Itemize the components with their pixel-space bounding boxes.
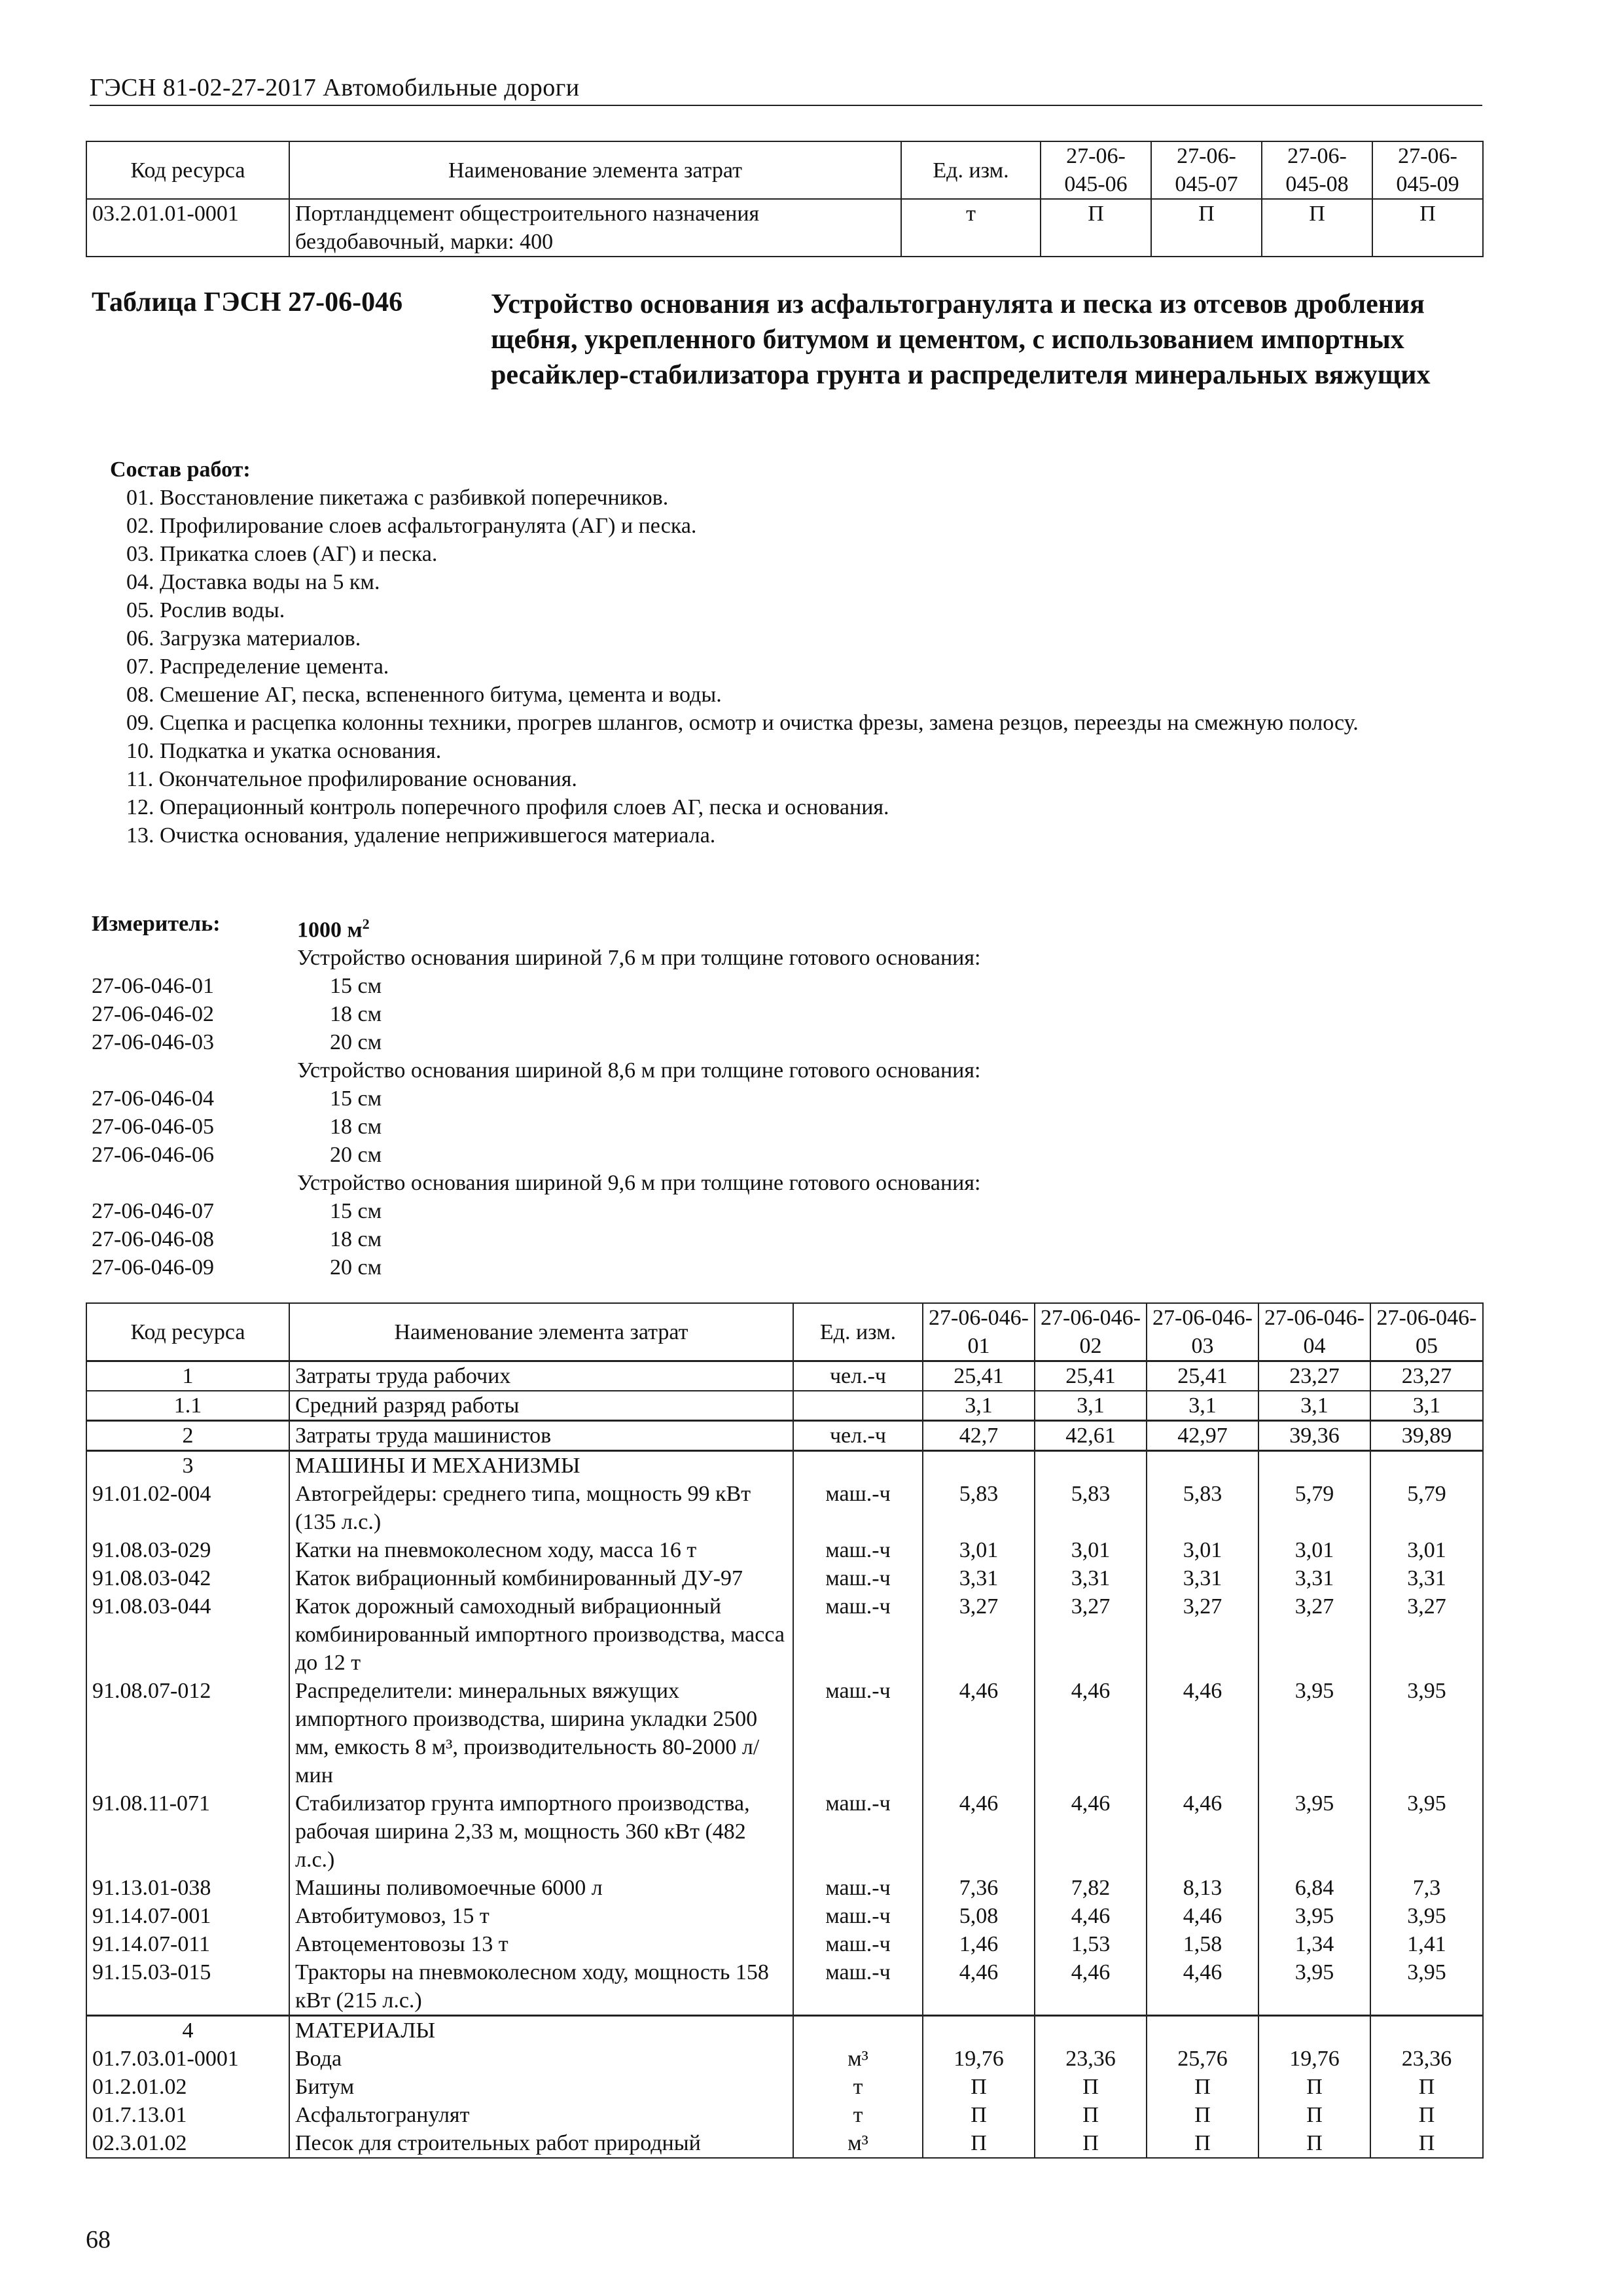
resource-value: 3,31: [1370, 1564, 1483, 1592]
meter-size: 20 см: [330, 1255, 382, 1280]
resource-value: П: [1262, 199, 1372, 257]
resource-unit: маш.-ч: [793, 1480, 923, 1536]
resource-value: 4,46: [1035, 1677, 1147, 1789]
resource-value: 23,36: [1370, 2045, 1483, 2073]
resource-value: 3,31: [1035, 1564, 1147, 1592]
resource-value: П: [1035, 2101, 1147, 2129]
header-col: 27-06-045-06: [1041, 141, 1151, 199]
resource-code: 91.08.11-071: [86, 1789, 289, 1874]
resource-value: 3,31: [923, 1564, 1035, 1592]
resource-value: [1035, 2016, 1147, 2045]
resource-name: Каток дорожный самоходный вибрационный комбинированный импортного производства, масса до 12 т: [289, 1592, 793, 1677]
resource-value: [923, 2016, 1035, 2045]
resource-code: 91.01.02-004: [86, 1480, 289, 1536]
meter-item: [92, 1253, 1466, 1282]
meter-unit: 1000 $м^2$: [297, 916, 370, 942]
resource-value: 3,1: [923, 1391, 1035, 1421]
meter-item: [92, 1085, 1466, 1113]
works-item: 07. Распределение цемента.: [126, 655, 389, 679]
meter-code: 27-06-046-08: [92, 1227, 214, 1252]
resource-value: 25,41: [923, 1361, 1035, 1391]
page-number: 68: [86, 2226, 111, 2253]
resource-value: П: [1258, 2129, 1370, 2158]
meter-group-desc: Устройство основания шириной 9,6 м при толщине готового основания:: [297, 1171, 981, 1196]
resource-name: Затраты труда машинистов: [289, 1421, 793, 1451]
meter-label: Измеритель:: [92, 912, 221, 936]
header-name: Наименование элемента затрат: [289, 1303, 793, 1361]
meter-size: 18 см: [330, 1002, 382, 1027]
resource-code: 4: [86, 2016, 289, 2045]
table-row: [86, 1361, 1483, 1391]
header-unit: Ед. изм.: [793, 1303, 923, 1361]
resource-value: П: [1258, 2073, 1370, 2101]
resource-name: Средний разряд работы: [289, 1391, 793, 1421]
resource-value: 3,27: [1035, 1592, 1147, 1677]
resource-value: П: [1370, 2073, 1483, 2101]
resource-value: 4,46: [1035, 1902, 1147, 1930]
resource-value: 1,41: [1370, 1930, 1483, 1958]
resource-code: 91.13.01-038: [86, 1874, 289, 1902]
resource-unit: маш.-ч: [793, 1902, 923, 1930]
resource-value: П: [1370, 2129, 1483, 2158]
resource-name: Каток вибрационный комбинированный ДУ-97: [289, 1564, 793, 1592]
resource-name: Затраты труда рабочих: [289, 1361, 793, 1391]
resource-value: 42,97: [1147, 1421, 1258, 1451]
resource-code: 1: [86, 1361, 289, 1391]
resource-name: Катки на пневмоколесном ходу, масса 16 т: [289, 1536, 793, 1564]
resource-value: 4,46: [1147, 1677, 1258, 1789]
resource-value: 3,1: [1035, 1391, 1147, 1421]
resource-value: 6,84: [1258, 1874, 1370, 1902]
table-row: [86, 1480, 1483, 1536]
resource-unit: маш.-ч: [793, 1564, 923, 1592]
meter-item: [92, 1225, 1466, 1253]
resource-name: Автобитумовоз, 15 т: [289, 1902, 793, 1930]
works-item: 12. Операционный контроль поперечного профиля слоев АГ, песка и основания.: [126, 795, 889, 819]
resource-unit: чел.-ч: [793, 1421, 923, 1451]
header-col: 27-06-045-08: [1262, 141, 1372, 199]
meter-size: 18 см: [330, 1227, 382, 1252]
resource-value: 3,27: [1370, 1592, 1483, 1677]
resource-name: МАТЕРИАЛЫ: [289, 2016, 793, 2045]
resource-name: Распределители: минеральных вяжущих импортного производства, ширина укладки 2500 мм, емкость 8 м³, производительность 80-2000 л/мин: [289, 1677, 793, 1789]
resource-code: 91.14.07-011: [86, 1930, 289, 1958]
resource-name: Тракторы на пневмоколесном ходу, мощность 158 кВт (215 л.с.): [289, 1958, 793, 2016]
resource-name: Вода: [289, 2045, 793, 2073]
meter-section: [92, 910, 1466, 1282]
works-list: [110, 456, 1484, 850]
resource-unit: маш.-ч: [793, 1930, 923, 1958]
resource-unit: маш.-ч: [793, 1789, 923, 1874]
meter-item: [92, 1113, 1466, 1141]
resource-table-045: [86, 141, 1484, 257]
works-item: 11. Окончательное профилирование основания.: [126, 767, 577, 791]
resource-value: 5,79: [1370, 1480, 1483, 1536]
resource-value: 42,61: [1035, 1421, 1147, 1451]
resource-value: 3,95: [1370, 1902, 1483, 1930]
table-row: [86, 2073, 1483, 2101]
meter-code: 27-06-046-06: [92, 1143, 214, 1168]
resource-code: 01.7.03.01-0001: [86, 2045, 289, 2073]
resource-value: П: [1147, 2129, 1258, 2158]
resource-value: 3,01: [1035, 1536, 1147, 1564]
resource-value: 23,27: [1370, 1361, 1483, 1391]
resource-code: 91.15.03-015: [86, 1958, 289, 2016]
meter-size: 15 см: [330, 1199, 382, 1224]
resource-value: 3,95: [1258, 1677, 1370, 1789]
resource-unit: чел.-ч: [793, 1361, 923, 1391]
resource-value: 4,46: [1035, 1958, 1147, 2016]
meter-group-desc: Устройство основания шириной 7,6 м при толщине готового основания:: [297, 946, 981, 971]
table-row: [86, 1536, 1483, 1564]
page-header: ГЭСН 81-02-27-2017 Автомобильные дороги: [90, 73, 1482, 106]
table-row: [86, 1421, 1483, 1451]
resource-unit: маш.-ч: [793, 1958, 923, 2016]
header-col: 27-06-046-02: [1035, 1303, 1147, 1361]
table-row: [86, 1958, 1483, 2016]
resource-value: 3,1: [1258, 1391, 1370, 1421]
table-row: [86, 2045, 1483, 2073]
meter-code: 27-06-046-09: [92, 1255, 214, 1280]
works-item: 04. Доставка воды на 5 км.: [126, 570, 380, 594]
resource-value: 19,76: [1258, 2045, 1370, 2073]
resource-value: П: [923, 2129, 1035, 2158]
resource-value: [1147, 2016, 1258, 2045]
resource-value: 3,95: [1258, 1789, 1370, 1874]
resource-value: 25,41: [1035, 1361, 1147, 1391]
resource-value: 4,46: [923, 1958, 1035, 2016]
table-row: [86, 2101, 1483, 2129]
table-row: [86, 2016, 1483, 2045]
table-heading: Устройство основания из асфальтогранулята и песка из отсевов дробления щебня, укрепленного битумом и цементом, с использованием импортных ресайклер-стабилизатора грунта и распределителя минеральных вяжущих: [491, 289, 1431, 390]
resource-value: 3,01: [1258, 1536, 1370, 1564]
resource-unit: маш.-ч: [793, 1592, 923, 1677]
resource-value: П: [923, 2073, 1035, 2101]
resource-table-046: [86, 1302, 1484, 2159]
resource-value: 1,34: [1258, 1930, 1370, 1958]
header-col: 27-06-046-01: [923, 1303, 1035, 1361]
resource-value: 1,58: [1147, 1930, 1258, 1958]
resource-value: 4,46: [1147, 1789, 1258, 1874]
resource-value: 4,46: [1147, 1958, 1258, 2016]
resource-value: 3,31: [1147, 1564, 1258, 1592]
resource-value: [1035, 1451, 1147, 1480]
resource-value: [1147, 1451, 1258, 1480]
meter-size: 15 см: [330, 974, 382, 999]
works-item: 03. Прикатка слоев (АГ) и песка.: [126, 542, 438, 566]
resource-value: 5,79: [1258, 1480, 1370, 1536]
resource-value: 23,36: [1035, 2045, 1147, 2073]
resource-value: 3,95: [1258, 1958, 1370, 2016]
works-label: Состав работ:: [110, 457, 251, 482]
resource-value: 3,27: [923, 1592, 1035, 1677]
resource-unit: т: [793, 2101, 923, 2129]
table-row: [86, 1391, 1483, 1421]
meter-item: [92, 1000, 1466, 1028]
resource-unit: маш.-ч: [793, 1874, 923, 1902]
resource-value: 3,1: [1370, 1391, 1483, 1421]
resource-unit: т: [901, 199, 1041, 257]
resource-value: 7,3: [1370, 1874, 1483, 1902]
meter-code: 27-06-046-04: [92, 1086, 214, 1111]
meter-item: [92, 972, 1466, 1000]
resource-value: 39,89: [1370, 1421, 1483, 1451]
table-row: [86, 2129, 1483, 2158]
header-col: 27-06-045-07: [1151, 141, 1262, 199]
meter-size: 18 см: [330, 1115, 382, 1139]
resource-code: 91.14.07-001: [86, 1902, 289, 1930]
resource-name: Стабилизатор грунта импортного производства, рабочая ширина 2,33 м, мощность 360 кВт (482 л.с.): [289, 1789, 793, 1874]
resource-code: 91.08.03-042: [86, 1564, 289, 1592]
header-col: 27-06-046-03: [1147, 1303, 1258, 1361]
resource-name: Асфальтогранулят: [289, 2101, 793, 2129]
header-col: 27-06-045-09: [1372, 141, 1483, 199]
works-item: 09. Сцепка и расцепка колонны техники, прогрев шлангов, осмотр и очистка фрезы, замена резцов, переезды на смежную полосу.: [126, 711, 1359, 735]
works-item: 01. Восстановление пикетажа с разбивкой поперечников.: [126, 486, 669, 510]
resource-value: 1,53: [1035, 1930, 1147, 1958]
resource-value: 3,01: [1370, 1536, 1483, 1564]
table-title: Таблица ГЭСН 27-06-046: [92, 287, 403, 317]
works-item: 06. Загрузка материалов.: [126, 626, 361, 651]
resource-value: 3,31: [1258, 1564, 1370, 1592]
resource-value: 3,95: [1258, 1902, 1370, 1930]
resource-name: Автоцементовозы 13 т: [289, 1930, 793, 1958]
resource-value: 1,46: [923, 1930, 1035, 1958]
meter-group-desc: Устройство основания шириной 8,6 м при толщине готового основания:: [297, 1058, 981, 1083]
works-item: 08. Смешение АГ, песка, вспененного битума, цемента и воды.: [126, 683, 722, 707]
works-item: 13. Очистка основания, удаление неприжившегося материала.: [126, 823, 716, 848]
resource-unit: т: [793, 2073, 923, 2101]
table-row: [86, 1902, 1483, 1930]
resource-code: 3: [86, 1451, 289, 1480]
meter-size: 15 см: [330, 1086, 382, 1111]
resource-value: [1370, 1451, 1483, 1480]
resource-name: Битум: [289, 2073, 793, 2101]
resource-value: П: [1035, 2073, 1147, 2101]
resource-value: П: [1147, 2101, 1258, 2129]
meter-code: 27-06-046-03: [92, 1030, 214, 1055]
resource-value: П: [1147, 2073, 1258, 2101]
resource-value: 3,01: [923, 1536, 1035, 1564]
resource-unit: [793, 1451, 923, 1480]
resource-code: 91.08.07-012: [86, 1677, 289, 1789]
resource-unit: м³: [793, 2045, 923, 2073]
resource-code: 03.2.01.01-0001: [86, 199, 289, 257]
resource-value: П: [1258, 2101, 1370, 2129]
resource-name: Машины поливомоечные 6000 л: [289, 1874, 793, 1902]
resource-value: П: [1151, 199, 1262, 257]
works-item: 02. Профилирование слоев асфальтогранулята (АГ) и песка.: [126, 514, 697, 538]
resource-name: Портландцемент общестроительного назначения бездобавочный, марки: 400: [289, 199, 901, 257]
resource-value: 4,46: [1035, 1789, 1147, 1874]
resource-value: [1258, 1451, 1370, 1480]
resource-value: 5,83: [923, 1480, 1035, 1536]
table-row: [86, 1874, 1483, 1902]
resource-unit: [793, 1391, 923, 1421]
meter-code: 27-06-046-01: [92, 974, 214, 999]
header-unit: Ед. изм.: [901, 141, 1041, 199]
table-row: [86, 1592, 1483, 1677]
meter-code: 27-06-046-02: [92, 1002, 214, 1027]
resource-value: 23,27: [1258, 1361, 1370, 1391]
resource-value: 4,46: [1147, 1902, 1258, 1930]
resource-value: П: [923, 2101, 1035, 2129]
resource-value: 4,46: [923, 1789, 1035, 1874]
resource-value: 25,41: [1147, 1361, 1258, 1391]
resource-value: П: [1370, 2101, 1483, 2129]
resource-value: П: [1041, 199, 1151, 257]
meter-item: [92, 1197, 1466, 1225]
resource-unit: маш.-ч: [793, 1536, 923, 1564]
resource-value: 3,27: [1147, 1592, 1258, 1677]
meter-code: 27-06-046-07: [92, 1199, 214, 1224]
works-item: 10. Подкатка и укатка основания.: [126, 739, 442, 763]
resource-unit: маш.-ч: [793, 1677, 923, 1789]
table-row: [86, 1677, 1483, 1789]
works-item: 05. Рослив воды.: [126, 598, 285, 622]
resource-value: 19,76: [923, 2045, 1035, 2073]
resource-code: 02.3.01.02: [86, 2129, 289, 2158]
meter-item: [92, 1141, 1466, 1169]
resource-code: 91.08.03-044: [86, 1592, 289, 1677]
table-row: [86, 1789, 1483, 1874]
resource-value: [1370, 2016, 1483, 2045]
resource-value: 8,13: [1147, 1874, 1258, 1902]
resource-code: 01.2.01.02: [86, 2073, 289, 2101]
resource-value: П: [1372, 199, 1483, 257]
meter-size: 20 см: [330, 1143, 382, 1168]
resource-value: 5,83: [1147, 1480, 1258, 1536]
table-row: [86, 199, 1483, 257]
resource-value: 7,36: [923, 1874, 1035, 1902]
header-code: Код ресурса: [86, 1303, 289, 1361]
resource-name: МАШИНЫ И МЕХАНИЗМЫ: [289, 1451, 793, 1480]
resource-name: Песок для строительных работ природный: [289, 2129, 793, 2158]
resource-unit: [793, 2016, 923, 2045]
resource-value: 3,95: [1370, 1677, 1483, 1789]
resource-value: 4,46: [923, 1677, 1035, 1789]
resource-value: 3,95: [1370, 1789, 1483, 1874]
meter-size: 20 см: [330, 1030, 382, 1055]
meter-item: [92, 1028, 1466, 1056]
header-name: Наименование элемента затрат: [289, 141, 901, 199]
resource-code: 1.1: [86, 1391, 289, 1421]
header-code: Код ресурса: [86, 141, 289, 199]
resource-value: 5,08: [923, 1902, 1035, 1930]
resource-value: 5,83: [1035, 1480, 1147, 1536]
resource-value: 7,82: [1035, 1874, 1147, 1902]
resource-value: 3,1: [1147, 1391, 1258, 1421]
resource-code: 91.08.03-029: [86, 1536, 289, 1564]
resource-value: 3,95: [1370, 1958, 1483, 2016]
resource-value: [923, 1451, 1035, 1480]
resource-code: 01.7.13.01: [86, 2101, 289, 2129]
header-col: 27-06-046-05: [1370, 1303, 1483, 1361]
header-col: 27-06-046-04: [1258, 1303, 1370, 1361]
resource-value: [1258, 2016, 1370, 2045]
resource-value: 3,27: [1258, 1592, 1370, 1677]
table-row: [86, 1564, 1483, 1592]
resource-value: П: [1035, 2129, 1147, 2158]
table-row: [86, 1930, 1483, 1958]
resource-unit: м³: [793, 2129, 923, 2158]
resource-value: 3,01: [1147, 1536, 1258, 1564]
table-row: [86, 1451, 1483, 1480]
resource-value: 42,7: [923, 1421, 1035, 1451]
resource-code: 2: [86, 1421, 289, 1451]
resource-name: Автогрейдеры: среднего типа, мощность 99 кВт (135 л.с.): [289, 1480, 793, 1536]
meter-code: 27-06-046-05: [92, 1115, 214, 1139]
resource-value: 39,36: [1258, 1421, 1370, 1451]
resource-value: 25,76: [1147, 2045, 1258, 2073]
